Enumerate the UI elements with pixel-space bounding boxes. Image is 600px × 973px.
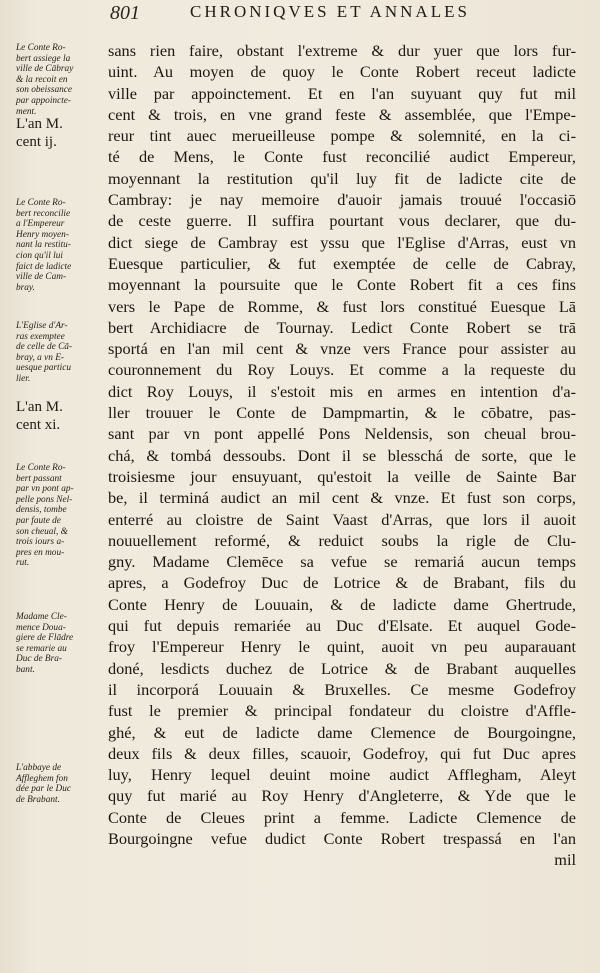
margin-note-line: bant.: [16, 664, 35, 675]
text-line: doné, lesdicts duchez de Lotrice & de Brabant auquelles: [108, 658, 576, 678]
text-line: bert Archidiacre de Tournay. Ledict Conte Robert se trā: [108, 317, 576, 337]
margin-note: [16, 198, 108, 293]
text-line: enterré au cloistre de Saint Vaast d'Arras, que lors il auoit: [108, 509, 576, 529]
text-line: Cambray: je nay memoire d'auoir jamais trouué l'occasiō: [108, 190, 576, 210]
margin-note-line: de celle de Cā-: [16, 342, 73, 353]
margin-note-line: bert passant: [16, 473, 62, 484]
text-line: gny. Madame Clemēce sa vefue se remariá aucun temps: [108, 552, 576, 572]
margin-note-line: son obeissance: [16, 85, 73, 96]
margin-note: [16, 612, 108, 676]
margin-note-line: L'abbaye de: [16, 763, 62, 773]
text-line: Bourgoingne vefue dudict Conte Robert trespassá en l'an: [108, 828, 576, 848]
margin-note-line: ment.: [16, 106, 37, 117]
text-line: ghé, & eut de ladicte dame Clemence de Bourgoingne,: [108, 722, 576, 742]
text-line: vers le Pape de Romme, & fust lors constitué Euesque Lā: [108, 296, 576, 316]
text-line: troisiesme jour ensuyuant, qu'estoit la veille de Sainte Bar: [108, 466, 576, 486]
text-line: fust le premier & principal fondateur du cloistre d'Affle-: [108, 701, 576, 721]
text-line: ller trouuer le Conte de Dampmartin, & le cōbatre, pas-: [108, 403, 576, 423]
text-line: quy fut marié au Roy Henry d'Angleterre, & Yde que le: [108, 786, 576, 806]
margin-note: [16, 463, 108, 569]
margin-note-line: L'Eglise d'Ar-: [16, 321, 68, 331]
margin-note-line: ville de Cābray: [16, 64, 74, 75]
margin-note-line: lier.: [16, 373, 31, 384]
text-line: uint. Au moyen de quoy le Conte Robert receut ladicte: [108, 62, 576, 82]
text-line: il incorporá Louuain & Bruxelles. Ce mesme Godefroy: [108, 679, 576, 699]
margin-year: [16, 398, 108, 434]
text-line: qui fut depuis remariée au Duc d'Elsate. Et auquel Gode-: [108, 616, 576, 636]
text-line: dict Roy Louys, il s'estoit mis en armes en intention d'a-: [108, 381, 576, 401]
text-line: Euesque particulier, & fut exemptée de celle de Cabray,: [108, 253, 576, 273]
margin-note-line: par faute de: [16, 515, 61, 526]
body-text: [108, 40, 576, 871]
margin-note-line: bray, a vn E-: [16, 352, 65, 363]
margin-note-line: bert assiege la: [16, 53, 71, 64]
margin-note-line: par appoincte-: [16, 95, 71, 106]
text-line: Conte Henry de Louuain, & de ladicte dame Ghertrude,: [108, 594, 576, 614]
margin-note-line: rut.: [16, 558, 30, 569]
page-header: [110, 2, 590, 28]
text-line: chá, & tombá dessoubs. Dont il se blesschá de sorte, que le: [108, 445, 576, 465]
margin-note: [16, 763, 108, 805]
text-line: cent & trois, en vne grand feste & assemblée, que l'Empe-: [108, 104, 576, 124]
text-line: sportá en l'an mil cent & vnze vers France pour assister au: [108, 339, 576, 359]
margin-year-line: cent xi.: [16, 417, 61, 433]
margin-note-line: se remarie au: [16, 643, 67, 654]
text-line: couronnement du Roy Louys. Et comme a la requeste du: [108, 360, 576, 380]
text-line: be, il terminá audict an mil cent & vnze. Et fust son corps,: [108, 488, 576, 508]
margin-note-line: nant la restitu-: [16, 240, 71, 251]
text-line: dict siege de Cambray est yssu que l'Eglise d'Arras, eust vn: [108, 232, 576, 252]
margin-note-line: trois iours a-: [16, 537, 65, 548]
text-line: reur tint auec merueilleuse pompe & solemnité, en la ci-: [108, 126, 576, 146]
margin-note-line: dée par le Duc: [16, 784, 71, 795]
margin-note-line: Affleghem fon: [16, 773, 68, 784]
margin-note-line: Le Conte Ro-: [16, 43, 66, 53]
margin-note-line: par vn pont ap-: [16, 484, 74, 495]
text-line: de ceste guerre. Il suffira pourtant vous declarer, que du-: [108, 211, 576, 231]
margin-note-line: Henry moyen-: [16, 229, 69, 240]
text-line: froy l'Empereur Henry le quint, auoit vn peu auparauant: [108, 637, 576, 657]
text-line: té de Mens, le Conte fust reconcilié audict Empereur,: [108, 147, 576, 167]
text-line: sans rien faire, obstant l'extreme & dur yuer que lors fur-: [108, 41, 576, 60]
margin-note-line: densis, tombe: [16, 505, 67, 516]
margin-note-line: Le Conte Ro-: [16, 198, 66, 208]
catchword: mil: [554, 850, 576, 870]
margin-note-line: bert reconcilie: [16, 208, 71, 219]
text-line: sant par vn pont appellé Pons Neldensis, son cheual brou-: [108, 424, 576, 444]
margin-note-line: de Brabant.: [16, 794, 60, 805]
margin-year-line: L'an M.: [16, 116, 63, 132]
margin-year: [16, 115, 108, 151]
margin-note-line: uesque particu: [16, 363, 71, 374]
text-line: moyennant la restitution qu'il luy fit de ladicte cite de: [108, 168, 576, 188]
margin-note-line: faict de ladicte: [16, 261, 72, 272]
margin-note: [16, 43, 108, 117]
margin-note-line: & la recoit en: [16, 74, 68, 85]
margin-note: [16, 321, 108, 385]
text-line: moyennant la poursuite que le Conte Robert fit a ces fins: [108, 275, 576, 295]
margin-note-line: pres en mou-: [16, 547, 65, 558]
margin-year-line: cent ij.: [16, 134, 57, 150]
margin-note-line: Madame Cle-: [16, 612, 67, 622]
text-line: ville par appoinctement. Et en l'an suyuant quy fut mil: [108, 83, 576, 103]
text-line: deux fils & deux filles, scauoir, Godefroy, qui fut Duc apres: [108, 743, 576, 763]
page-number: 801: [110, 2, 140, 24]
margin-note-line: ville de Cam-: [16, 272, 67, 283]
margin-note-line: mence Doua-: [16, 622, 66, 633]
text-line: apres, a Godefroy Duc de Lotrice & de Brabant, fils du: [108, 573, 576, 593]
margin-year-line: L'an M.: [16, 399, 63, 415]
margin-note-line: Le Conte Ro-: [16, 463, 66, 473]
margin-note-line: a l'Empereur: [16, 219, 65, 230]
text-line: Conte de Cleues print a femme. Ladicte Clemence de: [108, 807, 576, 827]
text-line: luy, Henry lequel deuint moine audict Afflegham, Aleyt: [108, 765, 576, 785]
margin-note-line: pelle pons Nel-: [16, 494, 73, 505]
margin-note-line: bray.: [16, 282, 35, 293]
margin-note-line: Duc de Bra-: [16, 654, 62, 665]
margin-note-line: giere de Flādre: [16, 633, 74, 644]
margin-note-line: ras exemptee: [16, 331, 65, 342]
running-head: CHRONIQVES ET ANNALES: [190, 2, 470, 21]
text-line: nouuellement reformé, & reduict soubs la rigle de Clu-: [108, 530, 576, 550]
margin-note-line: cion qu'il lui: [16, 250, 63, 261]
margin-note-line: son cheual, &: [16, 526, 68, 537]
